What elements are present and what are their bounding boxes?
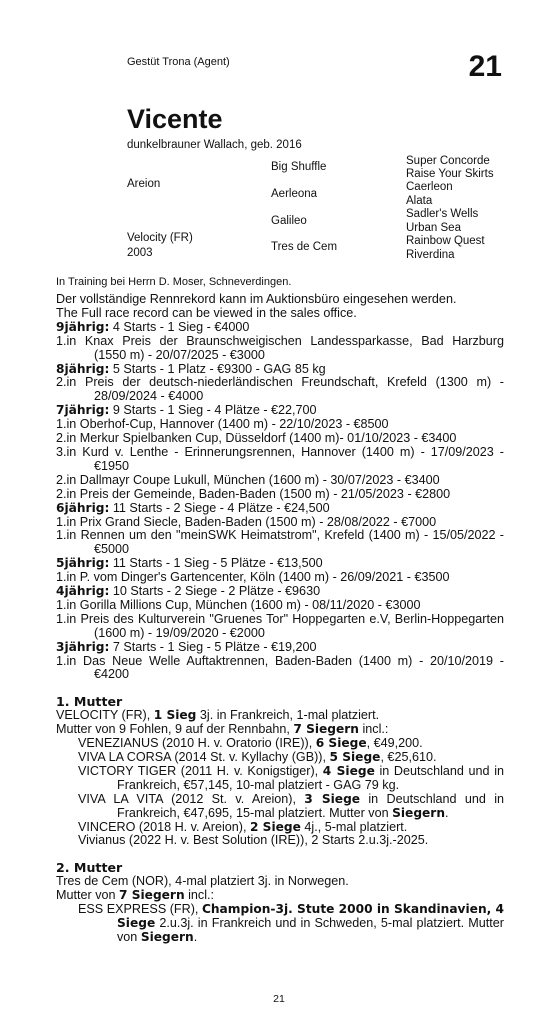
year-stats: 7 Starts - 1 Sieg - 5 Plätze - €19,200 — [109, 639, 317, 654]
text: 3j. in Frankreich, 1-mal platziert. — [196, 708, 380, 723]
pedigree-g6: Urban Sea — [406, 222, 461, 234]
year-label: 8jährig: — [56, 361, 110, 376]
offspring-entry — [56, 737, 504, 751]
year-stats: 5 Starts - 1 Platz - €9300 - GAG 85 kg — [109, 361, 326, 376]
section-heading-1st-dam: 1. Mutter — [56, 694, 123, 710]
race-result: 1.in Preis des Kulturverein "Gruenes Tor" Hoppegarten e.V, Berlin-Hoppegarten (1600 m) - 19/09/2020 - €2000 — [56, 611, 504, 640]
race-result: 1.in Knax Preis der Braunschweigischen Landessparkasse, Bad Harzburg (1550 m) - 20/07/2025 - €3000 — [56, 333, 504, 362]
year-stats: 10 Starts - 2 Siege - 2 Plätze - €9630 — [109, 584, 321, 599]
race-record — [56, 293, 504, 945]
text: VENEZIANUS (2010 H. v. Oratorio (IRE)), — [78, 736, 316, 751]
horse-name: Vicente — [127, 104, 223, 134]
offspring-entry — [56, 903, 504, 945]
year-label: 4jährig: — [56, 584, 110, 599]
year-label: 6jährig: — [56, 500, 110, 515]
dam1-line — [56, 709, 504, 723]
bold-text: Siegern — [140, 929, 194, 944]
dam2-line: Tres de Cem (NOR), 4-mal platziert 3j. in Norwegen. — [56, 874, 349, 889]
bold-text: 7 Siegern — [119, 888, 185, 903]
race-result: 1.in Gorilla Millions Cup, München (1600 m) - 08/11/2020 - €3000 — [56, 597, 421, 612]
horse-description: dunkelbrauner Wallach, geb. 2016 — [127, 139, 302, 151]
year-3-summary — [56, 641, 504, 655]
offspring-entry — [56, 821, 504, 835]
bold-text: 1 Sieg — [153, 708, 197, 723]
race-result: 2.in Dallmayr Coupe Lukull, München (1600 m) - 30/07/2023 - €3400 — [56, 472, 440, 487]
pedigree-g5: Sadler's Wells — [406, 208, 479, 220]
bold-text: 7 Siegern — [293, 722, 359, 737]
year-7-summary — [56, 404, 504, 418]
pedigree-dam-dam: Tres de Cem — [271, 241, 338, 253]
text: 2.u.3j. in Frankreich und in Schweden, 5-mal platziert. Mutter von — [117, 915, 504, 944]
race-result: 2.in Preis der Gemeinde, Baden-Baden (1500 m) - 21/05/2023 - €2800 — [56, 486, 451, 501]
pedigree-g7: Rainbow Quest — [406, 235, 485, 247]
offspring-entry — [56, 765, 504, 793]
race-result: 1.in Oberhof-Cup, Hannover (1400 m) - 22/10/2023 - €8500 — [56, 417, 389, 432]
text: incl.: — [184, 888, 215, 903]
pedigree-g2: Raise Your Skirts — [406, 168, 494, 180]
race-result: 1.in Rennen um den "meinSWK Heimatstrom", Krefeld (1400 m) - 15/05/2022 - €5000 — [56, 528, 504, 557]
pedigree-sire: Areion — [127, 178, 161, 190]
race-result: 1.in Prix Grand Siecle, Baden-Baden (1500 m) - 28/08/2022 - €7000 — [56, 514, 437, 529]
year-6-summary — [56, 502, 504, 516]
race-result: 2.in Preis der deutsch-niederländischen Freundschaft, Krefeld (1300 m) - 28/09/2024 - €4000 — [56, 375, 504, 404]
year-stats: 4 Starts - 1 Sieg - €4000 — [109, 319, 250, 334]
bold-text: 3 Siege — [304, 791, 361, 806]
section-heading-2nd-dam: 2. Mutter — [56, 860, 123, 876]
offspring-entry — [56, 793, 504, 821]
training-info: In Training bei Herrn D. Moser, Schneverdingen. — [56, 276, 292, 288]
lot-number: 21 — [468, 50, 502, 83]
text: , €25,610. — [380, 750, 437, 764]
text: incl.: — [358, 722, 389, 737]
bold-text: 6 Siege — [315, 736, 367, 751]
bold-text: 2 Siege — [249, 819, 301, 834]
text: ESS EXPRESS (FR), — [78, 902, 202, 917]
text: 4j., 5-mal platziert. — [300, 819, 408, 834]
year-label: 9jährig: — [56, 319, 110, 334]
offspring-entry — [56, 751, 504, 765]
text: . — [445, 805, 449, 820]
offspring-entry: Vivianus (2022 H. v. Best Solution (IRE)), 2 Starts 2.u.3j.-2025. — [78, 833, 429, 848]
race-result: 1.in Das Neue Welle Auftaktrennen, Baden-Baden (1400 m) - 20/10/2019 - €4200 — [56, 653, 504, 682]
year-stats: 11 Starts - 1 Sieg - 5 Plätze - €13,500 — [109, 556, 323, 571]
year-label: 3jährig: — [56, 639, 110, 654]
pedigree-dam: Velocity (FR) — [127, 232, 193, 244]
pedigree-g4: Alata — [406, 195, 433, 207]
year-label: 7jährig: — [56, 403, 110, 418]
year-8-summary — [56, 363, 504, 377]
consignor: Gestüt Trona (Agent) — [127, 56, 230, 68]
race-result: 1.in P. vom Dinger's Gartencenter, Köln (1400 m) - 26/09/2021 - €3500 — [56, 570, 450, 585]
pedigree-g1: Super Concorde — [406, 155, 490, 167]
text: in Deutschland und in Frankreich, €57,145, 10-mal platziert - GAG 79 kg. — [117, 763, 504, 792]
year-stats: 9 Starts - 1 Sieg - 4 Plätze - €22,700 — [109, 403, 317, 418]
bold-text: 5 Siege — [329, 750, 381, 764]
pedigree-dam-sire: Galileo — [271, 215, 307, 227]
text: VINCERO (2018 H. v. Areion), — [78, 819, 250, 834]
text: VIVA LA VITA (2012 St. v. Areion), — [78, 791, 305, 806]
text: , €49,200. — [366, 736, 423, 751]
year-4-summary — [56, 585, 504, 599]
race-result: 3.in Kurd v. Lenthe - Erinnerungsrennen, Hannover (1400 m) - 17/09/2023 - €1950 — [56, 444, 504, 473]
race-result: 2.in Merkur Spielbanken Cup, Düsseldorf (1400 m)- 01/10/2023 - €3400 — [56, 431, 457, 446]
text: VICTORY TIGER (2011 H. v. Konigstiger), — [78, 763, 323, 778]
pedigree-dam-year: 2003 — [127, 247, 153, 259]
text: Mutter von — [56, 888, 119, 903]
year-label: 5jährig: — [56, 556, 110, 571]
notice-en: The Full race record can be viewed in the sales office. — [56, 305, 357, 320]
pedigree-sire-sire: Big Shuffle — [271, 161, 327, 173]
year-stats: 11 Starts - 2 Siege - 4 Plätze - €24,500 — [109, 500, 330, 515]
bold-text: Siegern — [392, 805, 445, 820]
year-9-summary — [56, 321, 504, 335]
text: in Deutschland und in Frankreich, €47,695, 15-mal platziert. Mutter von — [117, 791, 504, 820]
pedigree-g3: Caerleon — [406, 181, 453, 193]
dam2-offspring-intro — [56, 889, 504, 903]
text: VELOCITY (FR), — [56, 708, 154, 723]
page-number: 21 — [273, 993, 285, 1005]
text: VIVA LA CORSA (2014 St. v. Kyllachy (GB)), — [78, 750, 330, 764]
pedigree-sire-dam: Aerleona — [271, 188, 318, 200]
bold-text: 4 Siege — [322, 763, 375, 778]
text: Mutter von 9 Fohlen, 9 auf der Rennbahn, — [56, 722, 294, 737]
year-5-summary — [56, 557, 504, 571]
notice-de: Der vollständige Rennrekord kann im Auktionsbüro eingesehen werden. — [56, 292, 457, 306]
dam1-offspring-intro — [56, 723, 504, 737]
pedigree-g8: Riverdina — [406, 249, 455, 261]
bold-text: Champion-3j. Stute 2000 in Skandinavien, 4 Siege — [117, 902, 504, 930]
text: . — [193, 929, 198, 944]
